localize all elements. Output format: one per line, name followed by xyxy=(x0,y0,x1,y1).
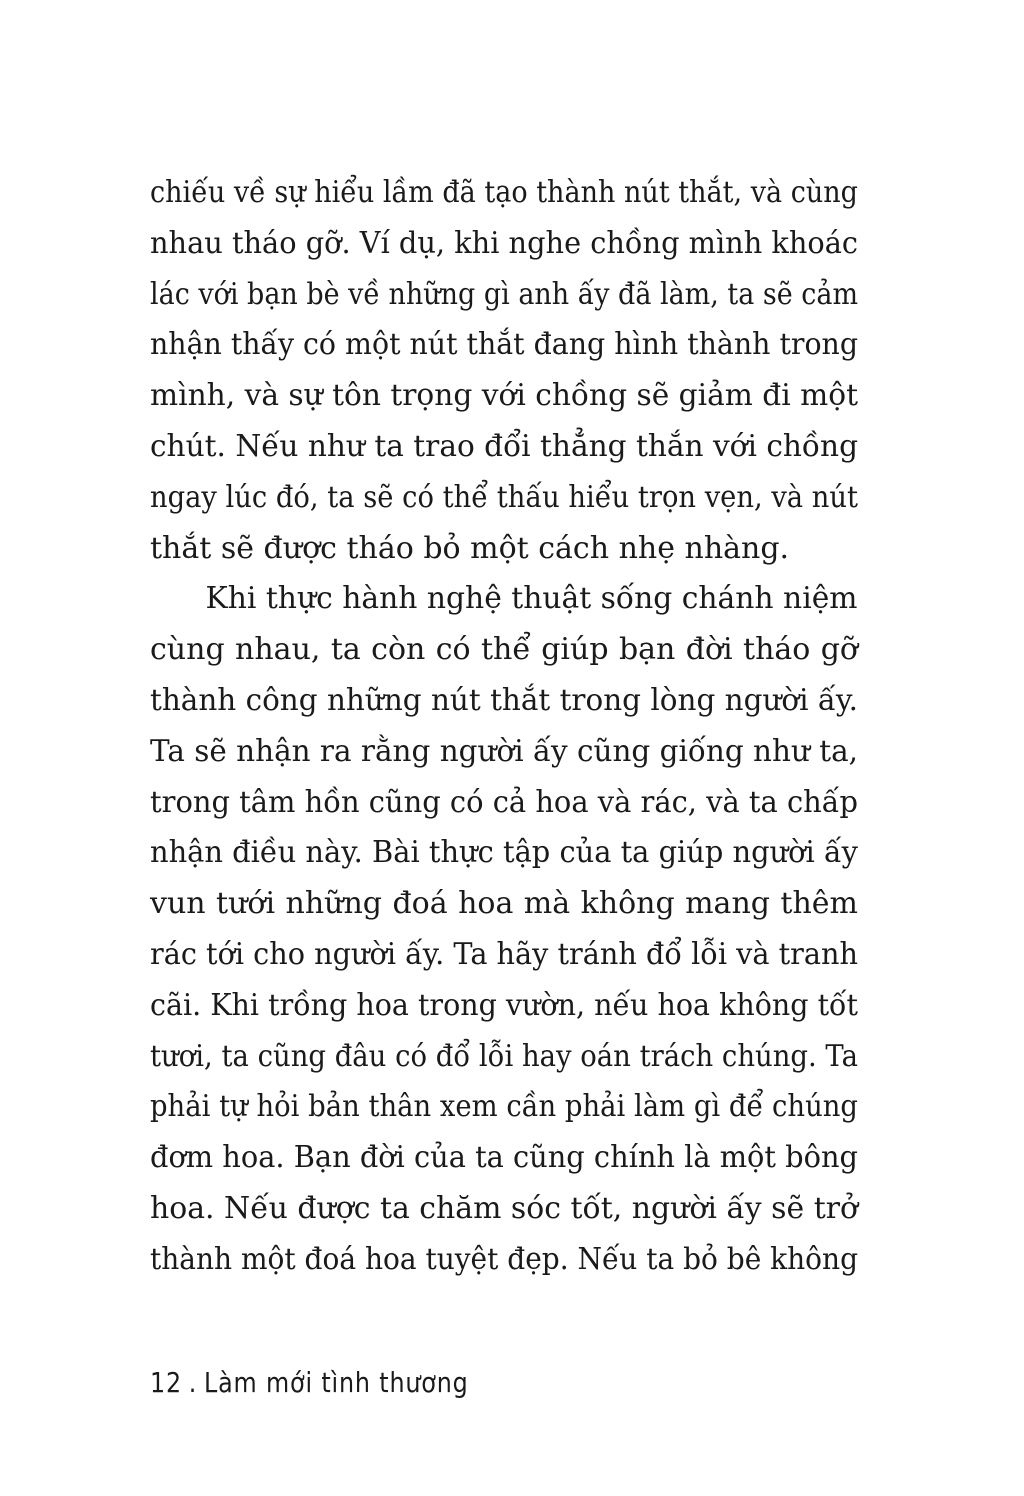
paragraph-2 xyxy=(150,574,858,1285)
text-line: Ta sẽ nhận ra rằng người ấy cũng giống như ta, xyxy=(150,733,859,769)
text-line: chiếu về sự hiểu lầm đã tạo thành nút thắt, và cùng xyxy=(150,175,858,210)
text-line: vun tưới những đoá hoa mà không mang thêm xyxy=(150,886,858,922)
text-line: cùng nhau, ta còn có thể giúp bạn đời tháo gỡ xyxy=(150,632,858,668)
text-line: mình, và sự tôn trọng với chồng sẽ giảm đi một xyxy=(150,378,858,414)
text-line: cãi. Khi trồng hoa trong vườn, nếu hoa không tốt xyxy=(150,987,858,1023)
text-line: nhau tháo gỡ. Ví dụ, khi nghe chồng mình khoác xyxy=(150,225,859,261)
text-line: chút. Nếu như ta trao đổi thẳng thắn với chồng xyxy=(150,428,859,464)
text-line: lác với bạn bè về những gì anh ấy đã làm, ta sẽ cảm xyxy=(150,276,859,312)
text-line: ngay lúc đó, ta sẽ có thể thấu hiểu trọn vẹn, và nút xyxy=(150,479,859,515)
body-text xyxy=(150,168,858,1286)
text-line: rác tới cho người ấy. Ta hãy tránh đổ lỗi và tranh xyxy=(150,936,858,972)
text-line: hoa. Nếu được ta chăm sóc tốt, người ấy sẽ trở xyxy=(150,1190,858,1226)
text-line: đơm hoa. Bạn đời của ta cũng chính là một bông xyxy=(150,1140,858,1176)
text-line: thành công những nút thắt trong lòng người ấy. xyxy=(150,682,859,718)
text-line: tươi, ta cũng đâu có đổ lỗi hay oán trách chúng. Ta xyxy=(150,1038,858,1074)
text-line: Khi thực hành nghệ thuật sống chánh niệm xyxy=(205,581,858,617)
page-footer xyxy=(150,1366,469,1399)
footer-separator: . xyxy=(188,1366,198,1399)
text-line: thành một đoá hoa tuyệt đẹp. Nếu ta bỏ bê không xyxy=(150,1241,859,1277)
text-line: thắt sẽ được tháo bỏ một cách nhẹ nhàng. xyxy=(150,530,790,566)
paragraph-1 xyxy=(150,168,858,574)
text-line: phải tự hỏi bản thân xem cần phải làm gì để chúng xyxy=(150,1089,858,1125)
text-line: nhận điều này. Bài thực tập của ta giúp người ấy xyxy=(150,835,858,871)
text-line: nhận thấy có một nút thắt đang hình thành trong xyxy=(150,327,859,363)
text-line: trong tâm hồn cũng có cả hoa và rác, và ta chấp xyxy=(150,784,859,820)
book-title: Làm mới tình thương xyxy=(204,1366,469,1399)
page-number: 12 xyxy=(150,1366,182,1399)
